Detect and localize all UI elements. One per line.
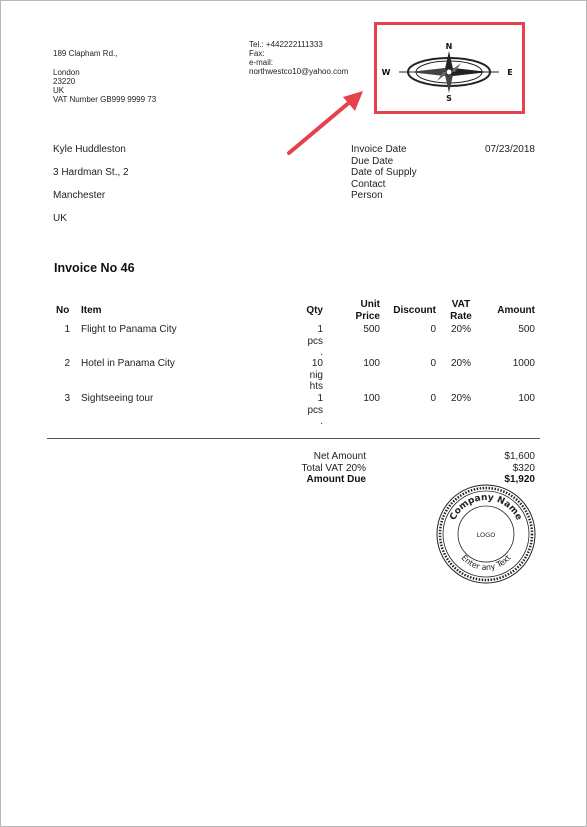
company-address-line1: 189 Clapham Rd., <box>53 49 118 58</box>
stamp-logo-text: LOGO <box>476 531 496 539</box>
net-amount-value: $1,600 <box>504 451 535 462</box>
meta-label-contact: Contact <box>351 178 386 190</box>
row3-qty-line1: 1 <box>317 393 323 404</box>
row1-amount: 500 <box>518 324 535 335</box>
header-qty: Qty <box>306 305 323 316</box>
meta-label-due-date: Due Date <box>351 155 394 167</box>
row2-amount: 1000 <box>512 358 535 369</box>
row3-no: 3 <box>64 393 70 404</box>
invoice-title: Invoice No 46 <box>54 261 135 275</box>
company-email-label: e-mail: <box>249 58 274 67</box>
company-email: northwestco10@yahoo.com <box>249 67 349 76</box>
customer-city: Manchester <box>53 190 106 201</box>
stamp-top-text: Company Name <box>448 492 524 523</box>
row1-no: 1 <box>64 324 70 335</box>
row1-qty-line2: pcs <box>307 335 323 347</box>
row3-unit-price: 100 <box>363 393 380 404</box>
customer-address: 3 Hardman St., 2 <box>53 167 129 178</box>
header-discount: Discount <box>393 305 436 316</box>
header-item: Item <box>81 305 102 316</box>
company-stamp-icon <box>434 482 538 586</box>
compass-west-letter: W <box>381 68 391 77</box>
row3-amount: 100 <box>518 393 535 404</box>
customer-country: UK <box>53 213 67 224</box>
row2-unit-price: 100 <box>363 358 380 369</box>
row2-vat: 20% <box>450 358 471 369</box>
row3-discount: 0 <box>430 393 436 404</box>
row3-qty-line2: pcs <box>307 404 323 416</box>
meta-label-date-of-supply: Date of Supply <box>351 167 417 178</box>
row2-item: Hotel in Panama City <box>81 358 175 369</box>
row1-qty-line3: . <box>320 347 323 358</box>
company-fax: Fax: <box>249 49 265 58</box>
header-vat-line1: VAT <box>451 299 471 310</box>
row1-vat: 20% <box>450 324 471 335</box>
company-vat-number: VAT Number GB999 9999 73 <box>53 95 157 104</box>
company-country: UK <box>53 86 65 95</box>
row2-no: 2 <box>64 358 70 369</box>
customer-name: Kyle Huddleston <box>53 144 126 155</box>
compass-south-letter: S <box>446 94 452 103</box>
row1-unit-price: 500 <box>363 324 380 335</box>
logo-highlight-box <box>374 22 525 114</box>
row2-qty-line1: 10 <box>311 358 323 369</box>
compass-east-letter: E <box>507 68 513 77</box>
row1-item: Flight to Panama City <box>81 324 177 335</box>
amount-due-label: Amount Due <box>306 474 366 485</box>
header-amount: Amount <box>497 305 535 316</box>
amount-due-value: $1,920 <box>504 474 535 485</box>
header-vat-line2: Rate <box>450 310 472 322</box>
compass-logo-icon <box>377 25 522 111</box>
header-unit-price-line1: Unit <box>360 299 380 310</box>
row1-discount: 0 <box>430 324 436 335</box>
company-city: London <box>53 68 80 77</box>
total-vat-value: $320 <box>512 462 535 474</box>
meta-label-invoice-date: Invoice Date <box>351 144 407 155</box>
row3-vat: 20% <box>450 393 471 404</box>
svg-text:Enter any Text <box>459 553 512 572</box>
compass-north-letter: N <box>445 42 453 51</box>
svg-text:Company Name <box>448 493 523 522</box>
row1-qty-line1: 1 <box>317 324 323 335</box>
row3-qty-line3: . <box>320 416 323 427</box>
stamp-bottom-text: Enter any Text <box>459 553 513 573</box>
meta-label-person: Person <box>351 190 383 201</box>
company-postcode: 23220 <box>53 77 76 86</box>
total-vat-label: Total VAT 20% <box>301 462 366 474</box>
company-tel: Tel.: +442222111333 <box>249 40 323 49</box>
table-divider <box>47 438 540 439</box>
row2-qty-line3: hts <box>309 381 323 392</box>
net-amount-label: Net Amount <box>313 451 366 462</box>
header-no: No <box>56 305 70 316</box>
header-unit-price-line2: Price <box>355 310 380 322</box>
row2-discount: 0 <box>430 358 436 369</box>
row3-item: Sightseeing tour <box>81 393 154 404</box>
row2-qty-line2: nig <box>309 369 323 381</box>
invoice-date-value: 07/23/2018 <box>484 144 535 155</box>
